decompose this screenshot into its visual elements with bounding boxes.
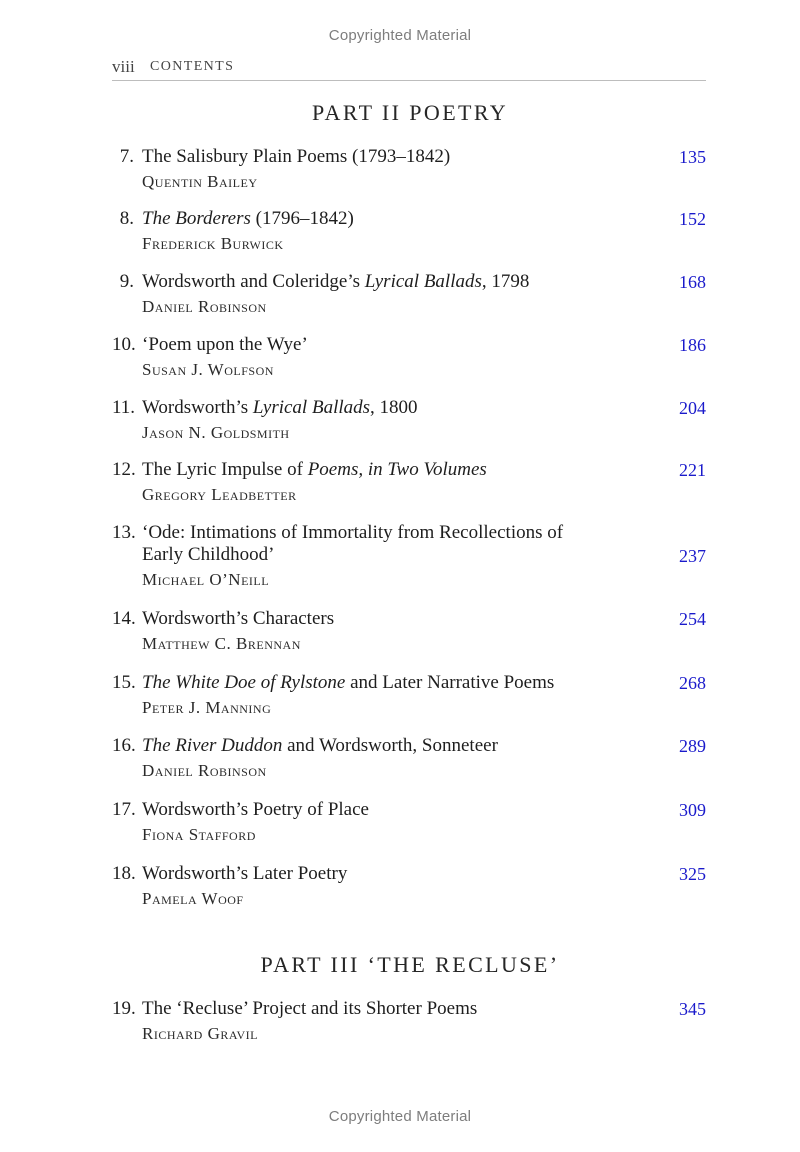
entry-number: 10. <box>112 334 136 355</box>
entry-page-link[interactable]: 186 <box>679 335 706 355</box>
entry-author: Gregory Leadbetter <box>142 485 297 504</box>
entry-page-link[interactable]: 152 <box>679 209 706 229</box>
part-iii-heading: PART III ‘THE RECLUSE’ <box>260 952 560 977</box>
entry-page-link[interactable]: 135 <box>679 147 706 167</box>
entry-title[interactable]: Wordsworth and Coleridge’s Lyrical Ballads, 1798 <box>142 271 530 292</box>
entry-page-link[interactable]: 237 <box>679 546 706 566</box>
entry-author: Quentin Bailey <box>142 172 258 191</box>
entry-page-link[interactable]: 254 <box>679 609 706 629</box>
entry-page-link[interactable]: 204 <box>679 398 706 418</box>
entry-title[interactable]: The Salisbury Plain Poems (1793–1842) <box>142 146 451 167</box>
entry-page-link[interactable]: 345 <box>679 999 706 1019</box>
entry-title[interactable]: Wordsworth’s Poetry of Place <box>142 799 369 820</box>
entry-title[interactable]: Wordsworth’s Characters <box>142 608 335 629</box>
entry-number: 18. <box>112 863 136 884</box>
entry-author: Fiona Stafford <box>142 825 256 844</box>
copyright-watermark-top: Copyrighted Material <box>328 27 472 44</box>
entry-title[interactable]: The ‘Recluse’ Project and its Shorter Poems <box>142 998 478 1019</box>
entry-title[interactable]: The White Doe of Rylstone and Later Narrative Poems <box>142 672 555 693</box>
entry-number: 17. <box>112 799 136 820</box>
entry-author: Jason N. Goldsmith <box>142 423 290 442</box>
entry-page-link[interactable]: 168 <box>679 272 706 292</box>
entry-author: Matthew C. Brennan <box>142 634 301 653</box>
entry-title[interactable]: The Lyric Impulse of Poems, in Two Volumes <box>142 459 487 480</box>
running-head-label: CONTENTS <box>150 59 235 74</box>
entry-title[interactable]: Wordsworth’s Lyrical Ballads, 1800 <box>142 397 418 418</box>
entry-title[interactable]: Wordsworth’s Later Poetry <box>142 863 348 884</box>
entry-author: Peter J. Manning <box>142 698 272 717</box>
entry-number: 14. <box>112 608 136 629</box>
entry-number: 16. <box>112 735 136 756</box>
entry-title[interactable]: ‘Poem upon the Wye’ <box>142 334 308 355</box>
entry-title[interactable]: ‘Ode: Intimations of Immortality from Recollections of Early Childhood’ <box>142 522 564 565</box>
entry-number: 15. <box>112 672 136 693</box>
part-ii-heading: PART II POETRY <box>311 100 509 125</box>
entry-number: 11. <box>112 397 136 418</box>
entry-page-link[interactable]: 289 <box>679 736 706 756</box>
copyright-watermark-bottom: Copyrighted Material <box>328 1108 472 1125</box>
entry-number: 13. <box>112 522 136 543</box>
running-head <box>112 56 706 81</box>
entry-number: 12. <box>112 459 136 480</box>
page-number: viii <box>112 57 135 76</box>
entry-page-link[interactable]: 221 <box>679 460 706 480</box>
entry-page-link[interactable]: 309 <box>679 800 706 820</box>
entry-author: Frederick Burwick <box>142 234 284 253</box>
entry-author: Michael O’Neill <box>142 570 270 589</box>
entry-number: 19. <box>112 998 136 1019</box>
entry-number: 8. <box>119 208 134 229</box>
entry-number: 7. <box>119 146 134 167</box>
entry-author: Richard Gravil <box>142 1024 258 1043</box>
entry-title[interactable]: The Borderers (1796–1842) <box>142 208 354 229</box>
entry-title[interactable]: The River Duddon and Wordsworth, Sonneteer <box>142 735 498 756</box>
entry-author: Daniel Robinson <box>142 761 267 780</box>
entry-author: Pamela Woof <box>142 889 244 908</box>
entry-page-link[interactable]: 325 <box>679 864 706 884</box>
entry-page-link[interactable]: 268 <box>679 673 706 693</box>
entry-author: Susan J. Wolfson <box>142 360 274 379</box>
entry-author: Daniel Robinson <box>142 297 267 316</box>
entry-number: 9. <box>119 271 134 292</box>
